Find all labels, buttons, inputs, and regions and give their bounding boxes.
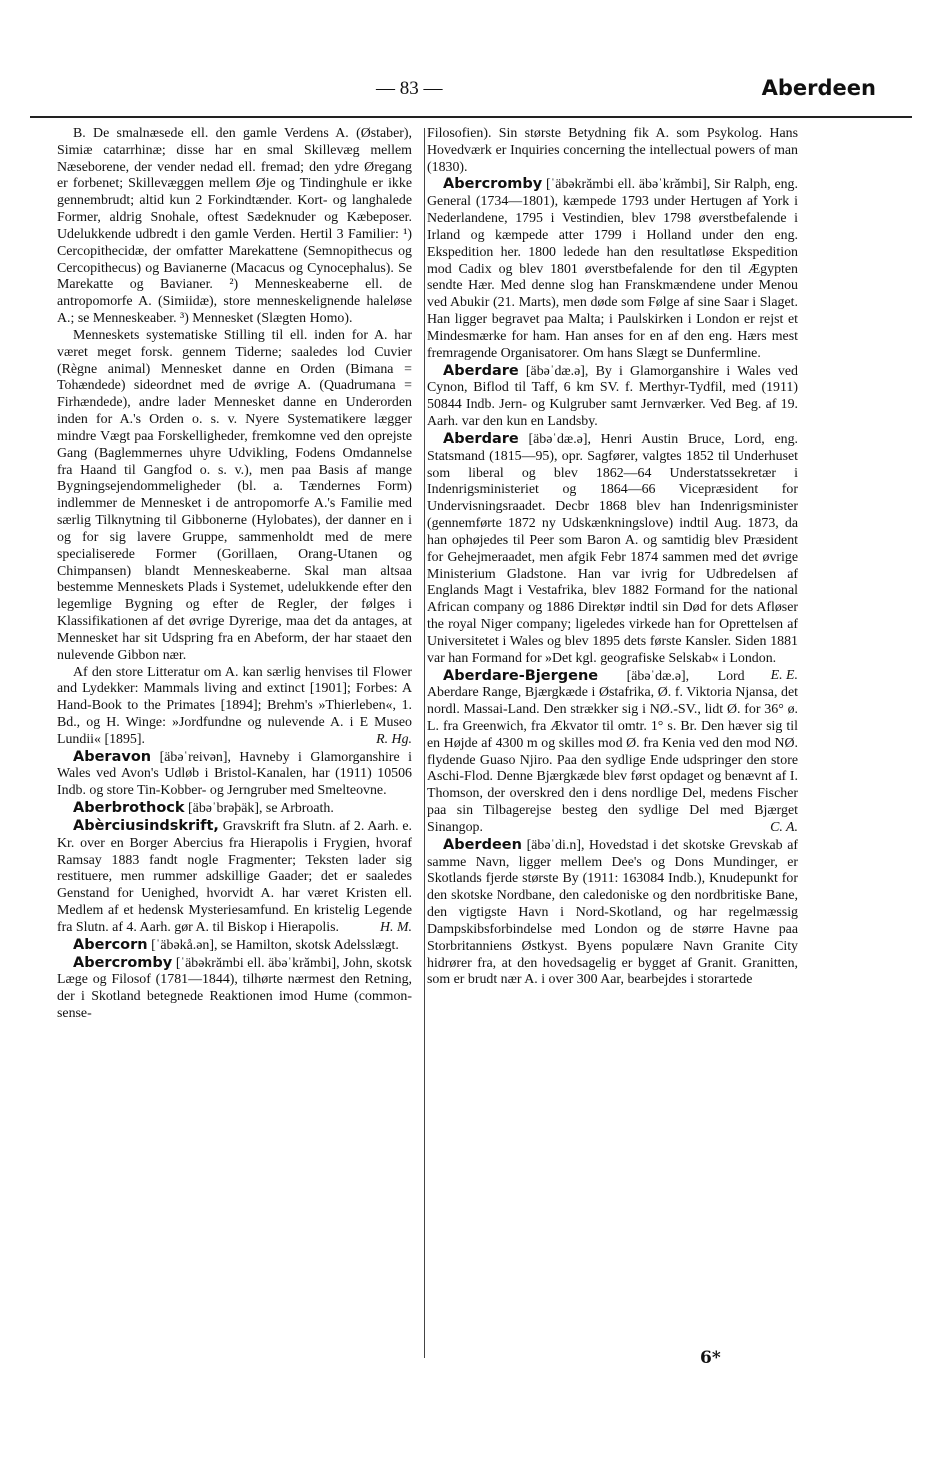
lemma-aberdare-town: Aberdare	[443, 362, 519, 379]
entry-text: [äbəˈbrəþäk], se Arbroath.	[188, 801, 334, 817]
author-signature: H. M.	[379, 919, 412, 935]
right-column	[427, 126, 798, 989]
entry-abercromby-ralph	[427, 176, 798, 362]
lemma-aberbrothock: Aberbrothock	[73, 800, 185, 817]
header-rule	[30, 116, 912, 118]
entry-text: [ˈäbəkrămbi ell. äbəˈkrămbi], John, skotsk Læge og Filosof (1781—1844), tilhørte nærmest den Retning, der i Skotland betegnede Reaktionen imod Hume (common-sense-	[57, 955, 412, 1022]
page-number: — 83 —	[376, 78, 443, 99]
entry-abercius	[57, 818, 412, 937]
lemma-abercromby-john: Abercromby	[73, 954, 173, 971]
lemma-abercius: Abèrciusindskrift,	[73, 817, 219, 834]
lemma-aberdeen: Aberdeen	[443, 836, 522, 853]
author-signature: E. E.	[770, 667, 798, 683]
entry-intro: B. De smalnæsede ell. den gamle Verdens A. (Østaber), Simiæ catarrhinæ; disse har en smal Skillevæg mellem Næseborene, der vender nedad ell. fremad; den ydre Øregang er forbenet; Skillevæggen mellem Øje og Tindinghule er ikke gennembrudt; altid kun 2 Forkindtænder. Kort- og langhalede Former, aldrig Snohale, oftest Sædeknuder og Kæbeposer. Udelukkende udbredt i den gamle Verden. Hertil 3 Familier: ¹) Cercopithecidæ, der omfatter Marekattene (Semnopithecus og Cercopithecus) og Bavianerne (Macacus og Cynocephalus). Se Marekatte og Bavianer. ²) Menneskeaberne ell. de antropomorfe A. (Simiidæ), store menneskelignende haleløse A.; se Menneskeaber. ³) Mennesket (Slægten Homo).	[57, 126, 412, 327]
entry-literature	[57, 665, 412, 749]
entry-continuation: Filosofien). Sin største Betydning fik A. som Psykolog. Hans Hovedværk er Inquiries concerning the intellectual powers of man (1830).	[427, 126, 798, 175]
entry-text: [äbəˈdæ.ə], By i Glamorganshire i Wales ved Cynon, Biflod til Taff, 6 km SV. f. Merthyr-Tydfil, med (1911) 50844 Indb. Jern- og Kulgruber samt Jernværker. Ved Beg. af 19. Aarh. var den kun en Landsby.	[427, 363, 798, 430]
entry-text: Gravskrift fra Slutn. af 2. Aarh. e. Kr. over en Borger Abercius fra Hierapolis i Frygien, hvoraf Ramsay 1883 fandt nogle Fragmenter; Teksten lader sig restituere, men rummer adskillige Gaader; det er saaledes Genstand for Uenighed, hvorvidt A. har været Kristen ell. Medlem af et hedensk Mysteriesamfund. En kristelig Legende fra Slutn. af 4. Aarh. gør A. til Biskop i Hierapolis.	[57, 818, 412, 935]
lemma-aberavon: Aberavon	[73, 748, 152, 765]
entry-text: [ˈäbəkrămbi ell. äbəˈkrămbi], Sir Ralph, eng. General (1734—1801), kæmpede 1793 under Hertugen af York i Nederlandene, 1795 i Vestindien, blev 1798 øverstbefalende i Irland og kæmpede atter 1799 i Holland under den eng. Ekspedition her. 1800 ledede han den resultatløse Ekspedition mod Cadix og blev 1801 øverstbefalende for den til Ægypten sendte Hær. Med denne slog han Franskmændene under Menou ved Abukir (21. Marts), men døde som Følge af sine Saar i Slaget. Han ligger begravet paa Malta; i Paulskirken i London er rejst et Mindesmærke for ham. Han anses for en af den eng. Hærs mest fremragende Organisatorer. Om hans Slægt se Dunfermline.	[427, 177, 798, 361]
lemma-aberdare-bjergene: Aberdare-Bjergene	[443, 667, 599, 684]
entry-text: [ˈäbəkå.ən], se Hamilton, skotsk Adelsslægt.	[151, 937, 399, 953]
entry-text: [äbəˈdæ.ə], Henri Austin Bruce, Lord, eng. Statsmand (1815—95), opr. Sagfører, valgtes 1852 til Underhuset som liberal og blev 1862—64 Understatssekretær i Indenrigsministeriet og 1864—66 Vicepræsident for Undervisningsraadet. Decbr 1868 blev han Indenrigsminister (gennemførte 1872 ny Udskænkningslove) indtil Aug. 1873, da han ophøjedes til Peer som Baron A. og samtidig blev Præsident for Gehejmeraadet, men afgik Febr 1874 sammen med det øvrige Ministerium Gladstone. Han var ivrig for Udbredelsen af Englands Magt i Vestafrika, blev 1882 Formand for the national African company og 1886 Direktør indtil sin Død for dets Afløser the royal Niger company; ligeledes virkede han for Oprettelsen af Universitetet i Wales og blev 1895 dets første Kansler. Siden 1881 var han Formand for »Det kgl. geografiske Selskab« i London.	[427, 431, 798, 666]
entry-aberdare-town	[427, 363, 798, 431]
entry-text: [äbəˈreivən], Havneby i Glamorganshire i Wales ved Avon's Udløb i Bristol-Kanalen, har (1911) 10506 Indb. og store Tin-Kobber- og Jerngruber med Smelteovne.	[57, 749, 412, 799]
running-head: Aberdeen	[761, 76, 876, 100]
entry-aberbrothock	[57, 800, 412, 818]
entry-aberdare-bjergene	[427, 668, 798, 837]
literature-text: Af den store Litteratur om A. kan særlig henvises til Flower and Lydekker: Mammals living and extinct [1901]; Forbes: A Hand-Book to the Primates [1894]; Brehm's »Thierleben«, 1. Bd., og H. Winge: »Jordfundne og nulevende A. i E Museo Lundii« [1895].	[57, 664, 412, 747]
column-divider	[424, 128, 425, 1358]
entry-aberavon	[57, 749, 412, 800]
lemma-abercromby-ralph: Abercromby	[443, 176, 543, 193]
author-signature: R. Hg.	[376, 731, 412, 747]
lemma-abercorn: Abercorn	[73, 936, 148, 953]
entry-paragraph: Menneskets systematiske Stilling til ell. inden for A. har været meget forsk. gennem Tiderne; saaledes lod Cuvier (Règne animal) Mennesket danne en Orden (Bimana = Tohændede) sideordnet med de øvrige A. (Quadrumana = Firhændede), andre lader Mennesket danne en Underorden inden for A.'s Orden o. s. v. Nyere Systematikere lægger mindre Vægt paa Forskelligheder, fremkomne ved den oprejste Gang (Baglemmernes uhyre Udvikling, Fodens Omdannelse fra Haand til Gangfod o. s. v.), men paa Basis af mange Bygningsejendommeligheder (bl. a. Tændernes Form) indlemmer de Mennesket i de antropomorfe A.'s Familie med særlig Tilknytning til Gibbonerne (Hylobates), der danner en i og for sig lavere Gruppe, sammenholdt med de mere specialiserede Former (Gorillaen, Orang-Utanen og Chimpansen) blandt Menneskeaberne. Skal man altsaa bestemme Menneskets Plads i Systemet, udelukkende efter den legemlige Bygning og efter de Regler, der følges i Klassifikationen af det øvrige Dyrerige, maa det da antages, at Mennesket har sit Udspring fra en Abeform, der har staaet den nulevende Gibbon nær.	[57, 327, 412, 663]
entry-aberdeen	[427, 837, 798, 989]
lemma-aberdare-lord: Aberdare	[443, 430, 519, 447]
entry-abercorn	[57, 937, 412, 955]
entry-abercromby-john	[57, 955, 412, 1023]
author-signature: C. A.	[770, 819, 798, 835]
page-header	[46, 78, 876, 108]
entry-text: [äbəˈdæ.ə], Lord Aberdare Range, Bjærgkæde i Østafrika, Ø. f. Viktoria Njansa, det nordl. Massai-Land. Den strækker sig i NØ.-SV., lidt Ø. for 36° ø. L. fra Greenwich, fra Ækvator til omtr. 1° s. Br. Den hæver sig til en Højde af 4300 m og skilles mod Ø. fra Kenia ved den mod NØ. flydende Guaso Njiro. Paa den sydlige Ende udspringer den store Aschi-Flod. Denne Bjærgkæde blev først opdaget og benævnt af I. Thomson, der overskred den i dens nordlige Del, medens Fischer paa sin Tilbagerejse besteg den sydlige Del med Bjærget Sinangop.	[427, 668, 798, 835]
left-column	[57, 126, 412, 1023]
entry-text: [äbəˈdi.n], Hovedstad i det skotske Grevskab af samme Navn, ligger mellem Dee's og Dons Mundinger, er Skotlands fjerde største By (1911: 163084 Indb.), Knudepunkt for den skotske Nordbane, den caledoniske og den nordbritiske Bane, den vigtigste Havn i Nord-Skotland, og har regelmæssig Dampskibsforbindelse med London og de større Havne paa Storbritanniens Østkyst. Byens populære Navn Granite City hidrører fra, at den hovedsagelig er bygget af Granit. Granitten, som er brudt nær A. i over 300 Aar, bearbejdes i storartede	[427, 837, 798, 988]
signature-mark: 6*	[700, 1348, 721, 1368]
